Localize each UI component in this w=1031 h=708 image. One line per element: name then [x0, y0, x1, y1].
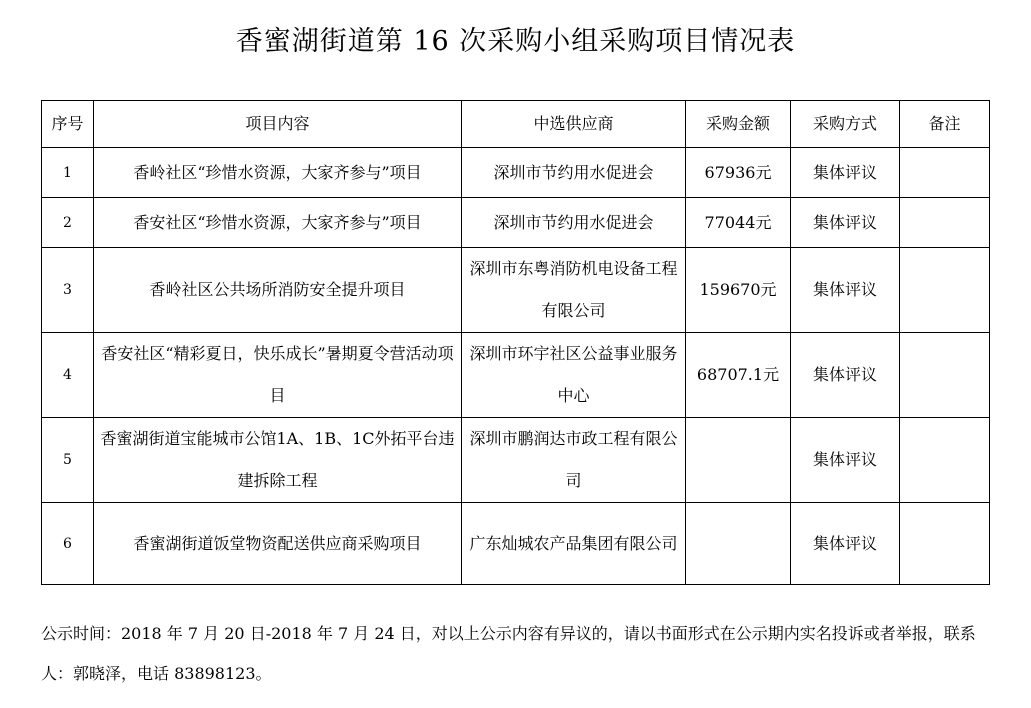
header-supplier: 中选供应商 [462, 101, 686, 148]
cell-amount: 77044元 [686, 198, 791, 248]
table-header-row [42, 101, 990, 148]
cell-seq: 1 [42, 148, 94, 198]
cell-note [900, 418, 990, 503]
cell-content: 香蜜湖街道饭堂物资配送供应商采购项目 [94, 503, 462, 585]
cell-supplier: 深圳市环宇社区公益事业服务中心 [462, 333, 686, 418]
header-method: 采购方式 [791, 101, 900, 148]
table-row [42, 248, 990, 333]
cell-method: 集体评议 [791, 248, 900, 333]
cell-method: 集体评议 [791, 503, 900, 585]
page-title: 香蜜湖街道第 16 次采购小组采购项目情况表 [235, 26, 796, 57]
cell-note [900, 198, 990, 248]
table-row [42, 148, 990, 198]
cell-amount: 68707.1元 [686, 333, 791, 418]
cell-supplier: 深圳市鹏润达市政工程有限公司 [462, 418, 686, 503]
cell-method: 集体评议 [791, 333, 900, 418]
cell-supplier: 深圳市东粤消防机电设备工程有限公司 [462, 248, 686, 333]
cell-note [900, 503, 990, 585]
table-row [42, 503, 990, 585]
cell-method: 集体评议 [791, 418, 900, 503]
cell-note [900, 148, 990, 198]
cell-content: 香蜜湖街道宝能城市公馆1A、1B、1C外拓平台违建拆除工程 [94, 418, 462, 503]
cell-amount: 67936元 [686, 148, 791, 198]
table-row [42, 418, 990, 503]
cell-amount: 159670元 [686, 248, 791, 333]
cell-method: 集体评议 [791, 148, 900, 198]
table-row [42, 333, 990, 418]
header-seq: 序号 [42, 101, 94, 148]
cell-seq: 3 [42, 248, 94, 333]
cell-method: 集体评议 [791, 198, 900, 248]
cell-content: 香岭社区“珍惜水资源，大家齐参与”项目 [94, 148, 462, 198]
procurement-table [41, 100, 990, 585]
cell-seq: 5 [42, 418, 94, 503]
header-content: 项目内容 [94, 101, 462, 148]
cell-content: 香安社区“珍惜水资源，大家齐参与”项目 [94, 198, 462, 248]
cell-seq: 6 [42, 503, 94, 585]
cell-seq: 2 [42, 198, 94, 248]
publicity-notice: 公示时间：2018 年 7 月 20 日-2018 年 7 月 24 日，对以上公示内容有异议的，请以书面形式在公示期内实名投诉或者举报，联系人：郭晓泽，电话 83898123。 [41, 624, 976, 683]
cell-note [900, 248, 990, 333]
cell-content: 香安社区“精彩夏日，快乐成长”暑期夏令营活动项目 [94, 333, 462, 418]
cell-supplier: 深圳市节约用水促进会 [462, 198, 686, 248]
cell-content: 香岭社区公共场所消防安全提升项目 [94, 248, 462, 333]
cell-supplier: 广东灿城农产品集团有限公司 [462, 503, 686, 585]
table-row [42, 198, 990, 248]
cell-amount [686, 418, 791, 503]
cell-seq: 4 [42, 333, 94, 418]
header-amount: 采购金额 [686, 101, 791, 148]
header-note: 备注 [900, 101, 990, 148]
cell-supplier: 深圳市节约用水促进会 [462, 148, 686, 198]
cell-note [900, 333, 990, 418]
cell-amount [686, 503, 791, 585]
